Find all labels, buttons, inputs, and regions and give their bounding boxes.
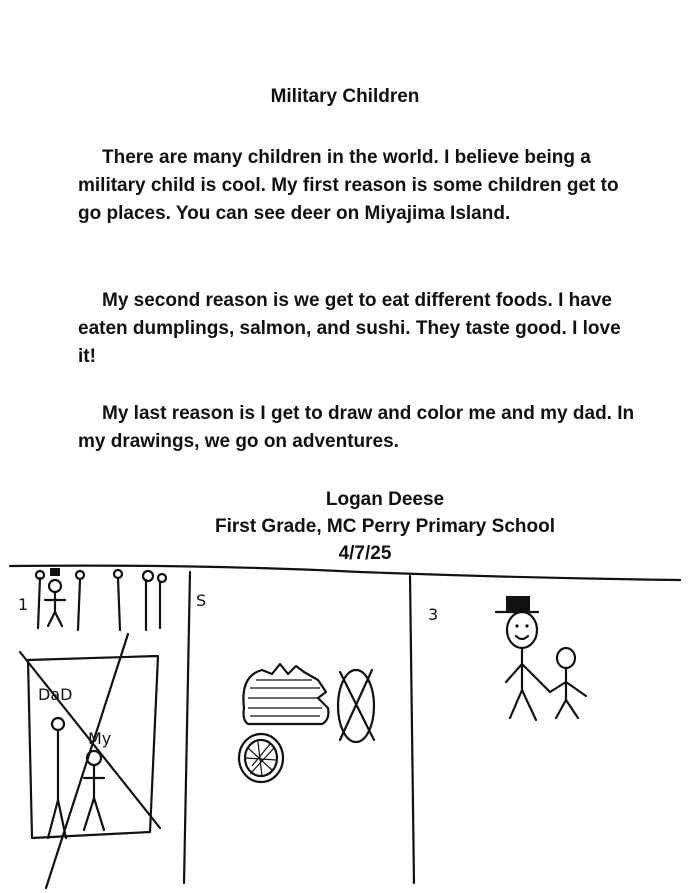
author-name: Logan Deese [325,489,445,510]
essay-date: 4/7/25 [338,543,392,564]
dad-with-hat-icon [496,596,550,720]
crossed-out-scene [20,634,160,888]
child-drawing [0,548,690,893]
panel-2-number: S [196,591,207,610]
sushi-icon [239,734,283,782]
essay-title: Military Children [270,86,420,107]
me-label: My [88,729,112,748]
dad-stick-figure-icon [48,718,66,838]
tree-icon [114,570,122,630]
paragraph-3: My last reason is I get to draw and color me and my dad. In my drawings, we go on adventures. [78,403,635,452]
paragraph-2: My second reason is we get to eat different foods. I have eaten dumplings, salmon, and sushi. They taste good. I love it! [78,290,621,367]
paragraph-1: There are many children in the world. I believe being a military child is cool. My first reason is some children get to go places. You can see deer on Miyajima Island. [78,147,619,224]
panel-3-number: 3 [428,605,439,624]
stick-person-small-icon [45,568,65,626]
drawing-svg [0,548,690,893]
panel-divider-right [410,576,414,883]
child-figure-icon [550,648,586,718]
panel-divider-left [184,572,190,883]
dumpling-icon [243,664,328,724]
tree-icon [76,571,84,630]
drawing-top-border [10,566,680,580]
panel-1 [18,568,166,888]
tree-icon [36,571,44,628]
panel-1-number: 1 [18,595,29,614]
author-school: First Grade, MC Perry Primary School [214,516,555,537]
panel-3 [428,596,586,720]
crossed-out-salmon-icon [338,670,374,742]
dad-label: DaD [38,685,73,704]
panel-2 [196,591,374,782]
tree-icon [143,571,166,630]
